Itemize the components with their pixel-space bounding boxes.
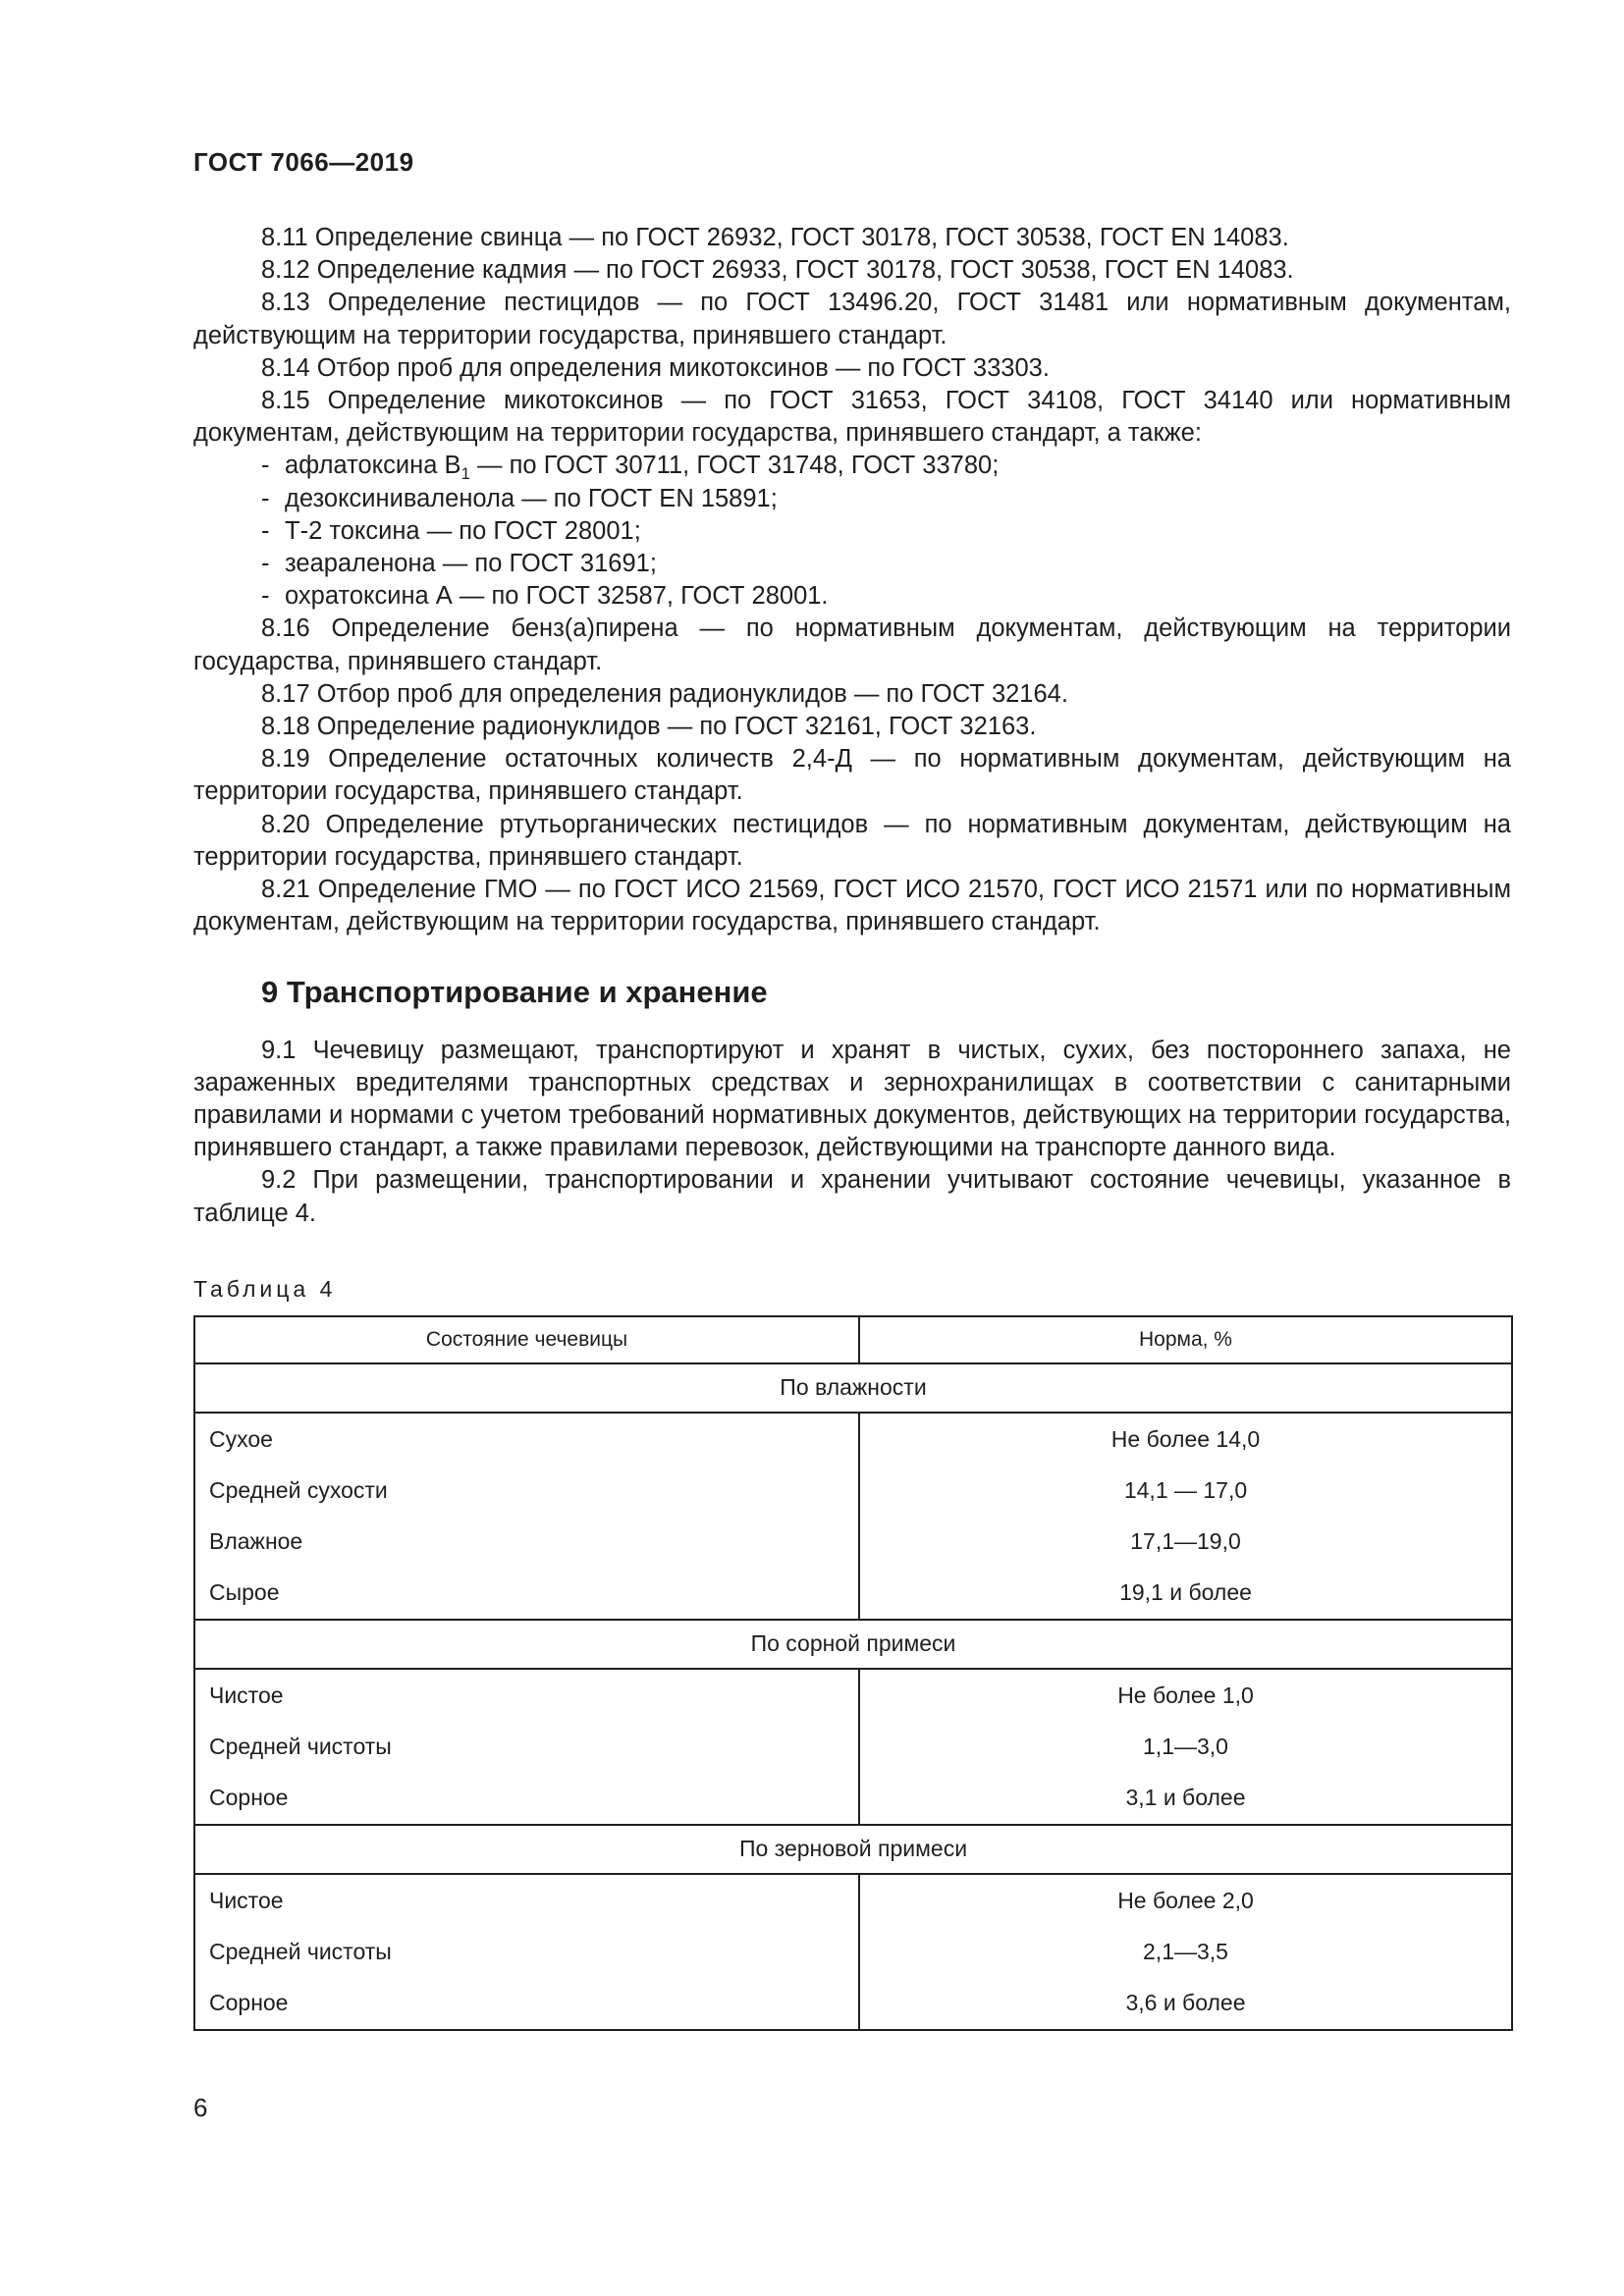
condition-cell: Сырое (194, 1568, 859, 1620)
list-item-deoxynivalenol: - дезоксиниваленола — по ГОСТ EN 15891; (261, 484, 778, 512)
list-item-zearalenone: - зеараленона — по ГОСТ 31691; (261, 550, 657, 578)
group-row (194, 1363, 1512, 1413)
table-header-row (194, 1316, 1512, 1363)
group-row (194, 1620, 1512, 1669)
condition-cell: Сорное (194, 1773, 859, 1825)
column-header-condition: Состояние чечевицы (194, 1316, 859, 1363)
table-row (194, 1773, 1512, 1825)
list-item-ochratoxin: - охратоксина А — по ГОСТ 32587, ГОСТ 28001. (261, 582, 829, 611)
table-row (194, 1722, 1512, 1773)
column-header-norm: Норма, % (859, 1316, 1512, 1363)
paragraph-8-16: 8.16 Определение бенз(а)пирена — по нормативным документам, действующим на территории государства, принявшего стандарт. (193, 614, 1511, 675)
norm-cell: 19,1 и более (1119, 1579, 1252, 1606)
table-row (194, 1927, 1512, 1978)
list-item-t2-toxin: - Т-2 токсина — по ГОСТ 28001; (261, 516, 641, 545)
condition-cell: Сухое (194, 1413, 859, 1466)
condition-cell: Средней чистоты (194, 1722, 859, 1773)
norm-cell: 14,1 — 17,0 (1123, 1477, 1248, 1504)
table-row (194, 1669, 1512, 1722)
paragraph-9-2: 9.2 При размещении, транспортировании и хранении учитывают состояние чечевицы, указанное в таблице 4. (193, 1166, 1511, 1227)
norm-cell: 3,1 и более (1125, 1785, 1246, 1811)
table-row (194, 1568, 1512, 1620)
group-title: По сорной примеси (194, 1620, 1512, 1669)
norm-cell: Не более 14,0 (1110, 1426, 1261, 1453)
table-row (194, 1978, 1512, 2030)
paragraph-8-12: 8.12 Определение кадмия — по ГОСТ 26933, ГОСТ 30178, ГОСТ 30538, ГОСТ EN 14083. (261, 256, 1294, 285)
norm-cell: Не более 2,0 (1117, 1888, 1254, 1914)
table-row (194, 1413, 1512, 1466)
group-title: По влажности (194, 1363, 1512, 1413)
condition-cell: Сорное (194, 1978, 859, 2030)
table-row (194, 1466, 1512, 1517)
norm-cell: 3,6 и более (1125, 1990, 1246, 2016)
group-title: По зерновой примеси (194, 1825, 1512, 1874)
norm-cell: 17,1—19,0 (1130, 1528, 1241, 1555)
paragraph-8-15: 8.15 Определение микотоксинов — по ГОСТ 31653, ГОСТ 34108, ГОСТ 34140 или нормативным документам, действующим на территории государства, принявшего стандарт, а также: (193, 387, 1511, 448)
document-header: ГОСТ 7066—2019 (193, 147, 414, 177)
section-9-heading: 9 Транспортирование и хранение (261, 975, 768, 1010)
paragraph-8-11: 8.11 Определение свинца — по ГОСТ 26932, ГОСТ 30178, ГОСТ 30538, ГОСТ EN 14083. (261, 224, 1289, 251)
paragraph-8-17: 8.17 Отбор проб для определения радионуклидов — по ГОСТ 32164. (261, 679, 1068, 708)
paragraph-8-13: 8.13 Определение пестицидов — по ГОСТ 13496.20, ГОСТ 31481 или нормативным документам, действующим на территории государства, принявшего стандарт. (193, 289, 1511, 349)
paragraph-8-18: 8.18 Определение радионуклидов — по ГОСТ 32161, ГОСТ 32163. (261, 713, 1037, 741)
paragraph-8-20: 8.20 Определение ртутьорганических пестицидов — по нормативным документам, действующим на территории государства, принявшего стандарт. (193, 810, 1511, 871)
condition-cell: Чистое (194, 1874, 859, 1927)
condition-cell: Средней сухости (194, 1466, 859, 1517)
table-4 (193, 1315, 1513, 2031)
norm-cell: 1,1—3,0 (1143, 1734, 1228, 1760)
paragraph-8-21: 8.21 Определение ГМО — по ГОСТ ИСО 21569, ГОСТ ИСО 21570, ГОСТ ИСО 21571 или по нормативным документам, действующим на территории государства, принявшего стандарт. (193, 876, 1511, 936)
norm-cell: 2,1—3,5 (1143, 1939, 1228, 1965)
table-row (194, 1874, 1512, 1927)
condition-cell: Чистое (194, 1669, 859, 1722)
group-row (194, 1825, 1512, 1874)
document-body (193, 222, 1511, 2031)
paragraph-9-1: 9.1 Чечевицу размещают, транспортируют и хранят в чистых, сухих, без постороннего запаха, не зараженных вредителями транспортных средствах и зернохранилищах в соответствии с санитарными правилами и нормами с учетом требований нормативных документов, действующих на территории государства, принявшего стандарт, а также правилами перевозок, действующими на транспорте данного вида. (193, 1036, 1511, 1162)
list-item-aflatoxin: - афлатоксина $B_1$ — по ГОСТ 30711, ГОСТ 31748, ГОСТ 33780; (261, 452, 1000, 484)
condition-cell: Средней чистоты (194, 1927, 859, 1978)
table-row (194, 1517, 1512, 1568)
paragraph-8-14: 8.14 Отбор проб для определения микотоксинов — по ГОСТ 33303. (261, 353, 1050, 382)
table-caption: Таблица 4 (193, 1275, 337, 1302)
page-number: 6 (193, 2093, 208, 2122)
norm-cell: Не более 1,0 (1117, 1682, 1254, 1709)
paragraph-8-19: 8.19 Определение остаточных количеств 2,4-Д — по нормативным документам, действующим на территории государства, принявшего стандарт. (193, 745, 1511, 806)
condition-cell: Влажное (194, 1517, 859, 1568)
